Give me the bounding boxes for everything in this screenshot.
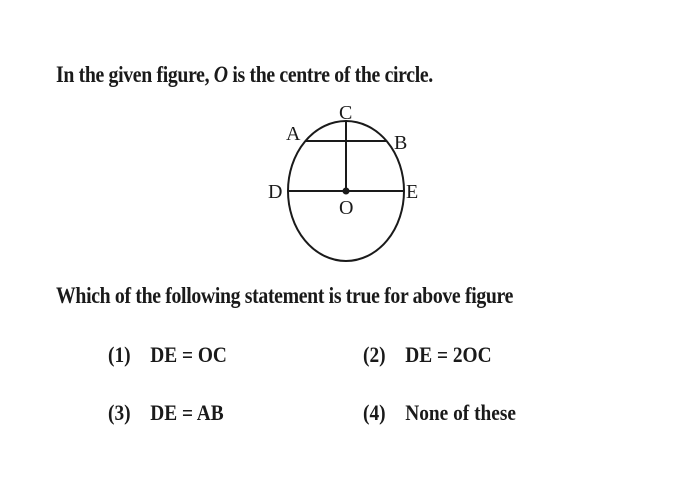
label-b: B <box>394 132 408 154</box>
option-text: DE = OC <box>150 342 227 367</box>
option-number: (1) <box>108 342 131 367</box>
option-3[interactable] <box>108 400 224 426</box>
option-number: (2) <box>363 342 386 367</box>
stem-suffix: is the centre of the circle. <box>227 62 433 87</box>
circle-figure <box>255 100 445 280</box>
option-text: DE = 2OC <box>405 342 492 367</box>
centre-point <box>343 188 350 195</box>
option-1[interactable] <box>108 342 227 368</box>
label-d: D <box>268 181 283 203</box>
label-e: E <box>406 181 419 203</box>
stem-centre-var: O <box>213 62 228 87</box>
option-number: (3) <box>108 400 131 425</box>
stem-prefix: In the given figure, <box>56 62 214 87</box>
option-number: (4) <box>363 400 386 425</box>
option-text: DE = AB <box>150 400 224 425</box>
option-text: None of these <box>405 400 517 425</box>
label-c: C <box>339 102 353 124</box>
question-ask: Which of the following statement is true for above figure <box>56 283 514 308</box>
label-o: O <box>339 197 354 219</box>
option-2[interactable] <box>363 342 492 368</box>
option-4[interactable] <box>363 400 516 426</box>
question-stem <box>56 62 433 88</box>
label-a: A <box>286 123 301 145</box>
